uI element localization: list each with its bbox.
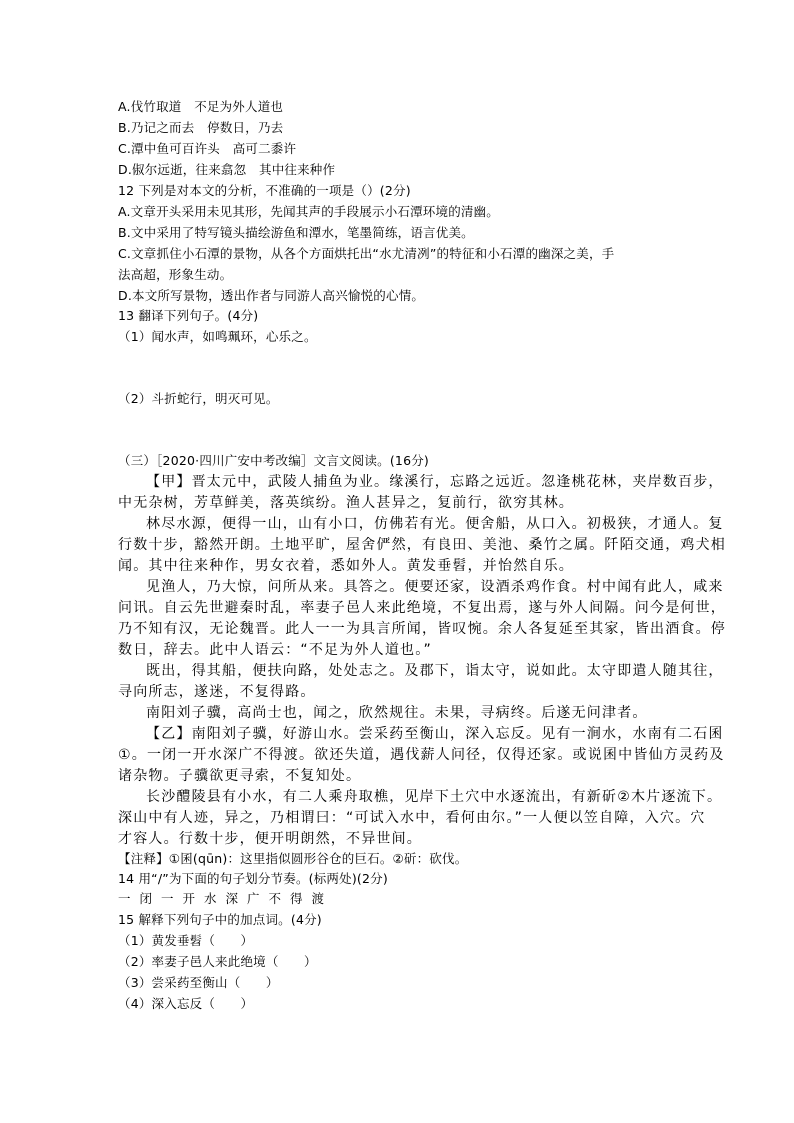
option-d: D.俶尔远逝，往来翕忽 其中往来种作	[118, 162, 336, 177]
passage-line: 才容人。行数十步，便开明朗然，不异世间。	[118, 831, 422, 847]
passage-line: 【乙】南阳刘子骥，好游山水。尝采药至衡山，深入忘反。见有一涧水，水南有二石囷	[146, 726, 724, 742]
q15-item-2: （2）率妻子邑人来此绝境（ ）	[118, 954, 317, 969]
q13-item-1: （1）闻水声，如鸣珮环，心乐之。	[118, 329, 317, 344]
passage-line: 乃不知有汉，无论魏晋。此人一一为具言所闻，皆叹惋。余人各复延至其家，皆出酒食。停	[118, 621, 726, 637]
question-12-stem: 12 下列是对本文的分析，不准确的一项是（）(2分)	[118, 183, 411, 198]
q12-option-d: D.本文所写景物，透出作者与同游人高兴愉悦的心情。	[118, 288, 425, 303]
section-3-heading: （三）［2020·四川广安中考改编］文言文阅读。(16分)	[118, 453, 429, 468]
passage-line: 【甲】晋太元中，武陵人捕鱼为业。缘溪行，忘路之远近。忽逢桃花林，夹岸数百步，	[146, 474, 724, 490]
annotation-note: 【注释】①囷(qūn)：这里指似圆形谷仓的巨石。②斫：砍伐。	[118, 851, 468, 866]
passage-line: 深山中有人迹，异之，乃相谓曰：“可试入水中，看何由尔。”一人便以笠自障，入穴。穴	[118, 810, 706, 826]
passage-line: 诸杂物。子骥欲更寻索，不复知处。	[118, 768, 362, 784]
q12-option-a: A.文章开头采用未见其形，先闻其声的手段展示小石潭环境的清幽。	[118, 204, 500, 219]
q15-item-1: （1）黄发垂髫（ ）	[118, 933, 254, 948]
option-c: C.潭中鱼可百许头 高可二黍许	[118, 141, 297, 156]
question-15-stem: 15 解释下列句子中的加点词。(4分)	[118, 912, 322, 927]
q15-item-4: （4）深入忘反（ ）	[118, 996, 254, 1011]
passage-line: 南阳刘子骥，高尚士也，闻之，欣然规往。未果，寻病终。后遂无问津者。	[146, 705, 648, 721]
question-14-stem: 14 用“/”为下面的句子划分节奏。(标两处)(2分)	[118, 871, 388, 886]
option-a: A.伐竹取道 不足为外人道也	[118, 99, 284, 114]
passage-line: ①。一闭一开水深广不得渡。欲还失道，遇伐薪人问径，仅得还家。或说囷中皆仙方灵药及	[118, 747, 725, 763]
q12-option-c-cont: 法高超，形象生动。	[118, 267, 233, 282]
passage-line: 行数十步，豁然开朗。土地平旷，屋舍俨然，有良田、美池、桑竹之属。阡陌交通，鸡犬相	[118, 537, 726, 553]
rhythm-sentence: 一闭一开水深广不得渡	[118, 891, 334, 906]
q13-item-2: （2）斗折蛇行，明灭可见。	[118, 391, 279, 406]
q15-item-3: （3）尝采药至衡山（ ）	[118, 975, 279, 990]
passage-line: 数日，辞去。此中人语云：“不足为外人道也。”	[118, 642, 432, 658]
passage-line: 林尽水源，便得一山，山有小口，仿佛若有光。便舍船，从口入。初极狭，才通人。复	[146, 516, 724, 532]
passage-line: 寻向所志，遂迷，不复得路。	[118, 684, 316, 700]
passage-line: 见渔人，乃大惊，问所从来。具答之。便要还家，设酒杀鸡作食。村中闻有此人，咸来	[146, 579, 724, 595]
option-b: B.乃记之而去 停数日，乃去	[118, 120, 284, 135]
passage-line: 既出，得其船，便扶向路，处处志之。及郡下，诣太守，说如此。太守即遣人随其往，	[146, 663, 724, 679]
q12-option-b: B.文中采用了特写镜头描绘游鱼和潭水，笔墨简练，语言优美。	[118, 225, 474, 240]
q12-option-c: C.文章抓住小石潭的景物，从各个方面烘托出“水尤清冽”的特征和小石潭的幽深之美，手	[118, 246, 615, 261]
question-13-stem: 13 翻译下列句子。(4分)	[118, 308, 259, 323]
passage-line: 闻。其中往来种作，男女衣着，悉如外人。黄发垂髫，并怡然自乐。	[118, 558, 574, 574]
passage-line: 问讯。自云先世避秦时乱，率妻子邑人来此绝境，不复出焉，遂与外人间隔。问今是何世，	[118, 600, 726, 616]
passage-line: 中无杂树，芳草鲜美，落英缤纷。渔人甚异之，复前行，欲穷其林。	[118, 495, 574, 511]
passage-line: 长沙醴陵县有小水，有二人乘舟取樵，见岸下土穴中水逐流出，有新斫②木片逐流下。	[146, 789, 723, 805]
